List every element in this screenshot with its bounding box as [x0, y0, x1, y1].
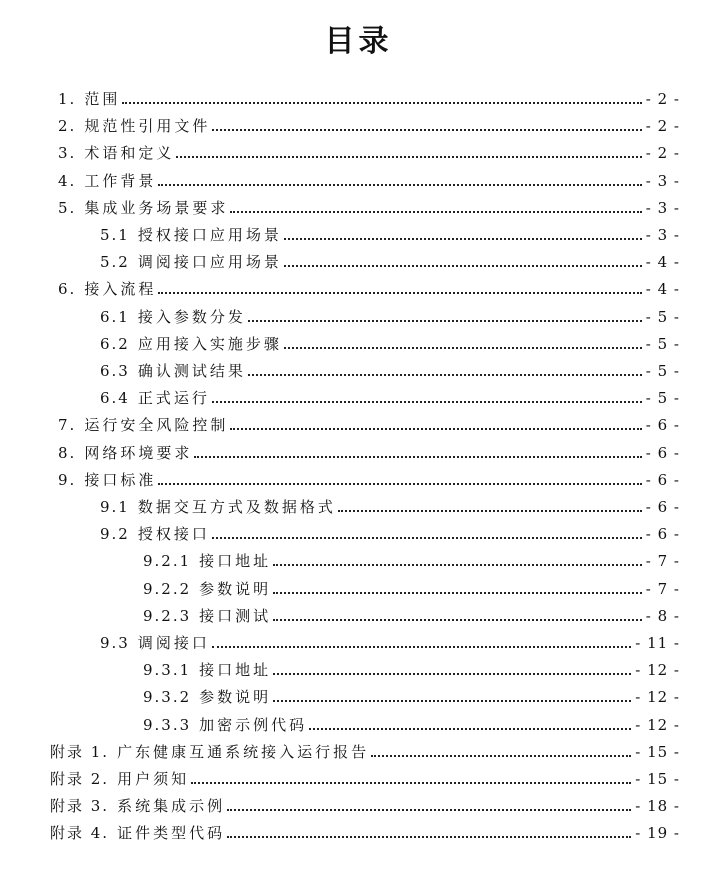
toc-entry-label: 应用接入实施步骤 — [137, 335, 282, 353]
toc-dot-leader — [273, 673, 631, 675]
toc-entry[interactable] — [100, 251, 680, 273]
toc-entry-label: 确认测试结果 — [137, 362, 246, 380]
toc-entry-number: 附录 4. — [50, 824, 110, 842]
toc-entry[interactable] — [143, 686, 680, 708]
toc-dot-leader — [273, 564, 642, 566]
toc-dot-leader — [273, 700, 631, 702]
toc-entry[interactable] — [100, 523, 680, 545]
toc-entry-number: 5.1 — [100, 226, 130, 244]
toc-entry-page: - 3 - — [645, 172, 680, 190]
toc-entry-label: 接口测试 — [199, 607, 272, 625]
toc-entry-label: 数据交互方式及数据格式 — [137, 498, 336, 516]
toc-entry-number: 9.2 — [100, 525, 130, 543]
toc-entry-page: - 7 - — [645, 580, 680, 598]
toc-entry-label: 规范性引用文件 — [84, 117, 211, 135]
toc-entry-page: - 6 - — [645, 416, 680, 434]
toc-entry[interactable] — [100, 387, 680, 409]
toc-dot-leader — [248, 374, 642, 376]
toc-dot-leader — [230, 211, 641, 213]
toc-entry[interactable] — [143, 550, 680, 572]
toc-entry-label: 证件类型代码 — [117, 824, 226, 842]
toc-dot-leader — [284, 238, 642, 240]
toc-entry-page: - 11 - — [635, 634, 680, 652]
toc-entry-number: 6.2 — [100, 335, 130, 353]
toc-entry[interactable] — [58, 115, 680, 137]
toc-entry-page: - 18 - — [635, 797, 680, 815]
toc-dot-leader — [191, 782, 631, 784]
toc-entry-label: 调阅接口 — [137, 634, 210, 652]
toc-entry[interactable] — [50, 768, 680, 790]
toc-dot-leader — [309, 728, 631, 730]
toc-entry-number: 7. — [58, 416, 77, 434]
toc-entry-number: 4. — [58, 172, 77, 190]
toc-entry[interactable] — [143, 578, 680, 600]
toc-entry[interactable] — [143, 605, 680, 627]
toc-entry-label: 接入参数分发 — [137, 308, 246, 326]
toc-entry-page: - 2 - — [645, 117, 680, 135]
toc-entry-label: 范围 — [84, 90, 121, 108]
toc-dot-leader — [371, 755, 631, 757]
toc-entry[interactable] — [58, 197, 680, 219]
toc-dot-leader — [338, 510, 642, 512]
toc-entry-label: 集成业务场景要求 — [84, 199, 229, 217]
toc-dot-leader — [227, 809, 631, 811]
toc-entry-label: 加密示例代码 — [199, 716, 308, 734]
toc-entry[interactable] — [58, 414, 680, 436]
toc-entry-label: 工作背景 — [84, 172, 157, 190]
toc-entry-page: - 19 - — [635, 824, 680, 842]
toc-entry-page: - 15 - — [635, 743, 680, 761]
toc-entry[interactable] — [58, 170, 680, 192]
toc-entry[interactable] — [143, 714, 680, 736]
toc-entry[interactable] — [50, 822, 680, 844]
toc-entry-label: 授权接口应用场景 — [137, 226, 282, 244]
toc-entry[interactable] — [100, 632, 680, 654]
toc-entry-page: - 2 - — [645, 90, 680, 108]
toc-dot-leader — [273, 592, 642, 594]
toc-entry[interactable] — [143, 659, 680, 681]
toc-dot-leader — [122, 102, 641, 104]
toc-entry-page: - 6 - — [645, 444, 680, 462]
toc-entry[interactable] — [100, 333, 680, 355]
toc-entry-number: 8. — [58, 444, 77, 462]
toc-entry[interactable] — [50, 741, 680, 763]
toc-dot-leader — [212, 401, 642, 403]
toc-entry-number: 3. — [58, 144, 77, 162]
toc-entry-number: 9.3.3 — [143, 716, 192, 734]
toc-dot-leader — [284, 265, 642, 267]
toc-entry[interactable] — [58, 142, 680, 164]
toc-entry-label: 接口地址 — [199, 661, 272, 679]
toc-entry-page: - 5 - — [645, 362, 680, 380]
toc-entry-page: - 5 - — [645, 308, 680, 326]
toc-entry-number: 9.2.1 — [143, 552, 192, 570]
toc-entry-label: 广东健康互通系统接入运行报告 — [117, 743, 370, 761]
toc-entry[interactable] — [100, 496, 680, 518]
toc-entry-page: - 3 - — [645, 199, 680, 217]
toc-entry-page: - 4 - — [645, 253, 680, 271]
toc-entry-number: 6.4 — [100, 389, 130, 407]
toc-entry-number: 9.3.1 — [143, 661, 192, 679]
toc-dot-leader — [212, 129, 641, 131]
toc-entry-number: 5. — [58, 199, 77, 217]
toc-entry[interactable] — [100, 306, 680, 328]
toc-dot-leader — [158, 483, 641, 485]
toc-entry-page: - 8 - — [645, 607, 680, 625]
toc-entry-number: 附录 1. — [50, 743, 110, 761]
toc-entry-number: 6.1 — [100, 308, 130, 326]
toc-entry-label: 授权接口 — [137, 525, 210, 543]
toc-entry-label: 调阅接口应用场景 — [137, 253, 282, 271]
toc-entry-page: - 6 - — [645, 498, 680, 516]
toc-entry-number: 9.2.2 — [143, 580, 192, 598]
toc-entry-label: 接口标准 — [84, 471, 157, 489]
toc-entry-label: 网络环境要求 — [84, 444, 193, 462]
toc-entry-label: 运行安全风险控制 — [84, 416, 229, 434]
toc-entry-number: 附录 2. — [50, 770, 110, 788]
toc-entry[interactable] — [58, 442, 680, 464]
toc-entry-page: - 12 - — [635, 661, 680, 679]
toc-entry-page: - 5 - — [645, 335, 680, 353]
toc-entry-page: - 6 - — [645, 471, 680, 489]
toc-entry-number: 9. — [58, 471, 77, 489]
toc-entry-page: - 12 - — [635, 688, 680, 706]
toc-entry-label: 系统集成示例 — [117, 797, 226, 815]
toc-entry-number: 6.3 — [100, 362, 130, 380]
toc-dot-leader — [230, 428, 641, 430]
toc-dot-leader — [158, 292, 641, 294]
toc-entry-page: - 5 - — [645, 389, 680, 407]
toc-entry-label: 参数说明 — [199, 580, 272, 598]
toc-entry-number: 2. — [58, 117, 77, 135]
toc-dot-leader — [248, 320, 642, 322]
toc-entry-page: - 6 - — [645, 525, 680, 543]
toc-entry[interactable] — [50, 795, 680, 817]
toc-dot-leader — [212, 646, 631, 648]
toc-entry-number: 9.2.3 — [143, 607, 192, 625]
toc-dot-leader — [273, 619, 642, 621]
toc-entry-label: 接口地址 — [199, 552, 272, 570]
toc-dot-leader — [194, 456, 641, 458]
toc-entry[interactable] — [58, 469, 680, 491]
toc-entry-label: 术语和定义 — [84, 144, 175, 162]
toc-dot-leader — [284, 347, 642, 349]
toc-entry[interactable] — [100, 360, 680, 382]
toc-entry[interactable] — [58, 278, 680, 300]
toc-entry-page: - 3 - — [645, 226, 680, 244]
toc-entry-label: 接入流程 — [84, 280, 157, 298]
toc-entry-number: 9.3.2 — [143, 688, 192, 706]
toc-entry-number: 5.2 — [100, 253, 130, 271]
toc-entry-page: - 4 - — [645, 280, 680, 298]
toc-entry-number: 9.1 — [100, 498, 130, 516]
toc-dot-leader — [212, 537, 642, 539]
toc-dot-leader — [158, 184, 641, 186]
toc-entry-page: - 7 - — [645, 552, 680, 570]
toc-entry-number: 6. — [58, 280, 77, 298]
toc-entry-number: 附录 3. — [50, 797, 110, 815]
toc-entry[interactable] — [100, 224, 680, 246]
toc-entry-page: - 12 - — [635, 716, 680, 734]
toc-entry[interactable] — [58, 88, 680, 110]
page-title: 目录 — [324, 24, 393, 59]
toc-entry-page: - 2 - — [645, 144, 680, 162]
toc-entry-label: 正式运行 — [137, 389, 210, 407]
toc-dot-leader — [176, 156, 641, 158]
toc-entry-page: - 15 - — [635, 770, 680, 788]
toc-entry-number: 9.3 — [100, 634, 130, 652]
toc-entry-number: 1. — [58, 90, 77, 108]
toc-entry-label: 参数说明 — [199, 688, 272, 706]
toc-entry-label: 用户须知 — [117, 770, 190, 788]
toc-dot-leader — [227, 836, 631, 838]
